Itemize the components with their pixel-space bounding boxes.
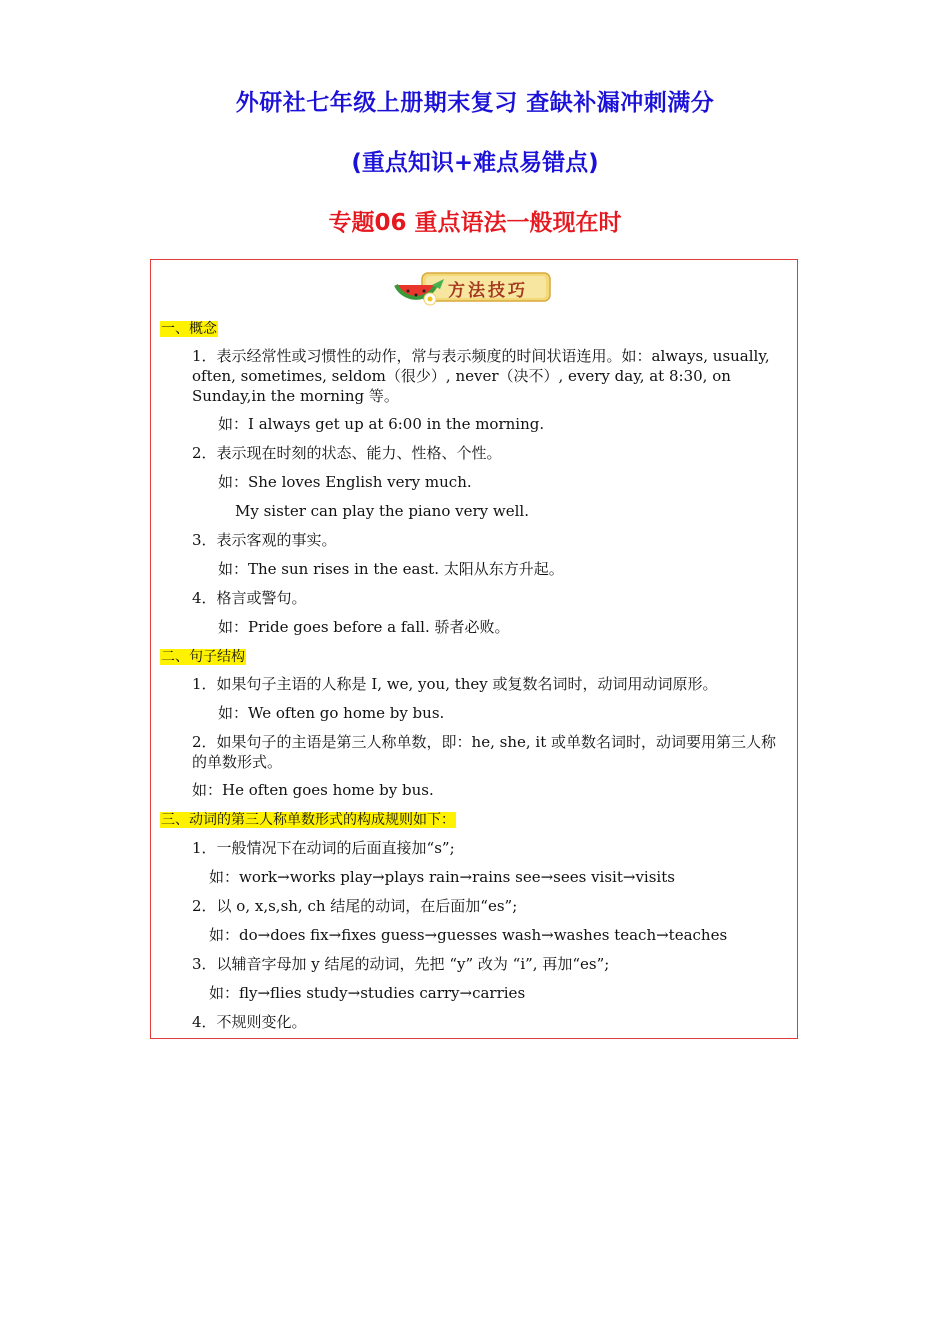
rules-item-1: 1．一般情况下在动词的后面直接加“s”; <box>192 839 455 857</box>
rules-item-4: 4．不规则变化。 <box>192 1013 307 1031</box>
structure-item-2: 2．如果句子的主语是第三人称单数，即：he, she, it 或单数名词时，动词要用第三人称的单数形式。 <box>192 733 776 771</box>
concept-item-4-example: 如：Pride goes before a fall. 骄者必败。 <box>218 618 510 636</box>
concept-item-2-example-1: 如：She loves English very much. <box>218 473 472 491</box>
section-heading-concept: 一、概念 <box>161 321 217 337</box>
section-heading-rules: 三、动词的第三人称单数形式的构成规则如下： <box>161 812 455 828</box>
concept-item-2-example-2: My sister can play the piano very well. <box>235 502 529 520</box>
structure-item-2-example: 如：He often goes home by bus. <box>192 781 434 799</box>
concept-item-4: 4．格言或警句。 <box>192 589 307 607</box>
document-title: 外研社七年级上册期末复习 查缺补漏冲刺满分 <box>235 90 715 116</box>
badge-label: 方法技巧 <box>448 281 528 301</box>
rules-item-2: 2．以 o, x,s,sh, ch 结尾的动词，在后面加“es”; <box>192 897 518 915</box>
topic-title: 专题06 重点语法一般现在时 <box>328 210 622 236</box>
rules-item-1-example: 如：work→works play→plays rain→rains see→sees visit→visits <box>209 868 675 886</box>
concept-item-1: 1．表示经常性或习惯性的动作，常与表示频度的时间状语连用。如：always, usually, often, sometimes, seldom（很少）, never（决不）, every day, at 8:30, on Sunday,in the morning 等。 <box>192 347 770 405</box>
document-subtitle: (重点知识+难点易错点) <box>351 150 599 176</box>
concept-item-1-example: 如：I always get up at 6:00 in the morning. <box>218 415 545 433</box>
section-heading-structure: 二、句子结构 <box>161 649 245 665</box>
concept-item-3: 3．表示客观的事实。 <box>192 531 337 549</box>
structure-item-1: 1．如果句子主语的人称是 I, we, you, they 或复数名词时，动词用动词原形。 <box>192 675 718 693</box>
concept-item-2: 2．表示现在时刻的状态、能力、性格、个性。 <box>192 444 502 462</box>
rules-item-2-example: 如：do→does fix→fixes guess→guesses wash→washes teach→teaches <box>209 926 728 944</box>
rules-item-3-example: 如：fly→flies study→studies carry→carries <box>209 984 526 1002</box>
concept-item-3-example: 如：The sun rises in the east. 太阳从东方升起。 <box>218 560 564 578</box>
structure-item-1-example: 如：We often go home by bus. <box>218 704 445 722</box>
rules-item-3: 3．以辅音字母加 y 结尾的动词，先把 “y” 改为 “i”, 再加“es”; <box>192 955 610 973</box>
